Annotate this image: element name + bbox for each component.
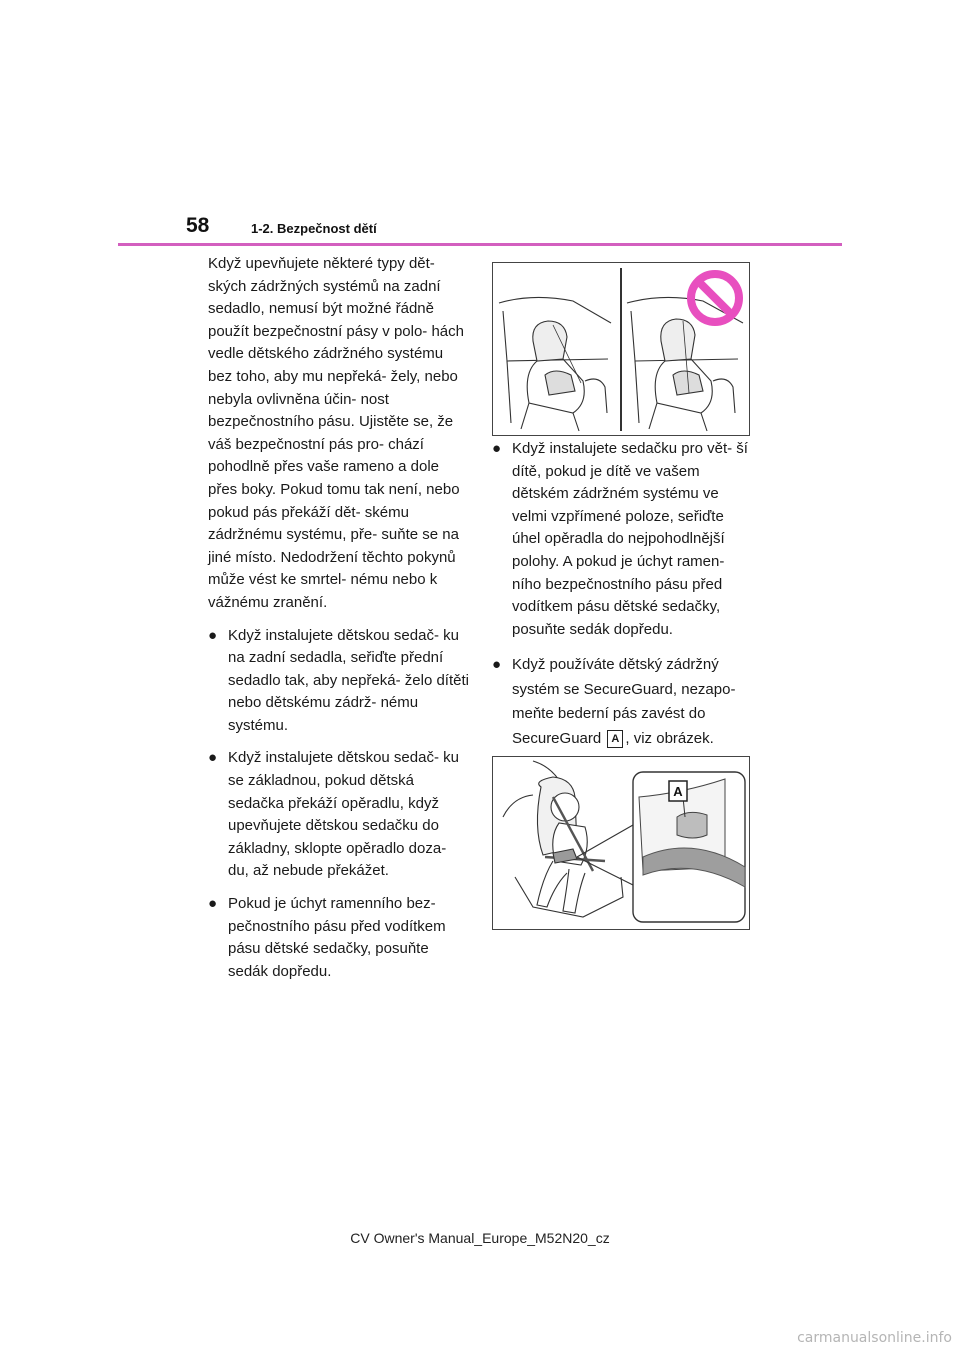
bullet-text: Když instalujete dětskou sedač- ku na zadní sedadla, seřiďte přední sedadlo tak, aby nepřeká- želo dítěti nebo dětskému zádrž- nému systému. xyxy=(228,626,469,734)
secureguard-figure xyxy=(492,756,750,930)
prohibition-icon xyxy=(691,274,739,322)
bullet-text: Když instalujete dětskou sedač- ku se základnou, pokud dětská sedačka překáží opěradlu, když upevňujete dětskou sedačku do základny, sklopte opěradlo doza- du, až nebude překážet. xyxy=(228,749,459,880)
bullet-icon: ● xyxy=(208,749,218,767)
bullet-text-end: , viz obrázek. xyxy=(625,729,714,747)
callout-a-box xyxy=(669,781,687,801)
callout-label: A xyxy=(673,784,683,799)
list-item xyxy=(208,747,470,883)
bullet-text: Když používáte dětský zádržný systém se SecureGuard, nezapo- meňte bederní pás zavést do SecureGuard xyxy=(512,656,736,747)
list-item xyxy=(492,653,754,751)
page-number: 58 xyxy=(186,214,210,237)
section-title: 1-2. Bezpečnost dětí xyxy=(251,221,377,236)
bullet-icon: ● xyxy=(492,440,502,457)
left-column xyxy=(208,253,470,983)
intro-paragraph: Když upevňujete některé typy dět- ských zádržných systémů na zadní sedadlo, nemusí být možné řádně použít bezpečnostní pásy v polo- hách vedle dětského zádržného systému bez toho, aby mu nepřeká- žely, nebo nebyla ovlivněna účin- nost bezpečnostního pásu. Ujistěte se, že váš bezpečnostní pás pro- chází pohodlně přes vaše rameno a dole přes boky. Pokud tomu tak není, nebo pokud pás překáží dět- skému zádržnému systému, pře- suňte se na jiné místo. Nedodržení těchto pokynů může vést ke smrtel- nému nebo k vážnému zranění. xyxy=(208,255,464,611)
watermark: carmanualsonline.info xyxy=(797,1330,952,1346)
bullet-text: Pokud je úchyt ramenního bez- pečnostního pásu před vodítkem pásu dětské sedačky, posuňte sedák dopředu. xyxy=(228,895,446,980)
bullet-icon: ● xyxy=(208,895,218,913)
callout-tag: A xyxy=(607,730,623,748)
list-item xyxy=(208,625,470,738)
bullet-text: Když instalujete sedačku pro vět- ší dítě, pokud je dítě ve vašem dětském zádržném systému ve velmi vzpřímené poloze, seřiďte úhel opěradla do nejpohodlnější polohy. A pokud je úchyt ramen- ního bezpečnostního pásu před vodítkem pásu dětské sedačky, posuňte sedák dopředu. xyxy=(512,440,748,638)
bullet-icon: ● xyxy=(208,626,218,644)
list-item xyxy=(492,438,754,641)
list-item xyxy=(208,893,470,983)
seat-installation-figure xyxy=(492,262,750,436)
bullet-icon: ● xyxy=(492,656,502,674)
seat-installation-illustration xyxy=(493,263,749,435)
header-rule xyxy=(118,243,842,246)
secureguard-illustration xyxy=(493,757,749,929)
right-column xyxy=(492,438,754,763)
footer: CV Owner's Manual_Europe_M52N20_cz xyxy=(350,1230,610,1246)
